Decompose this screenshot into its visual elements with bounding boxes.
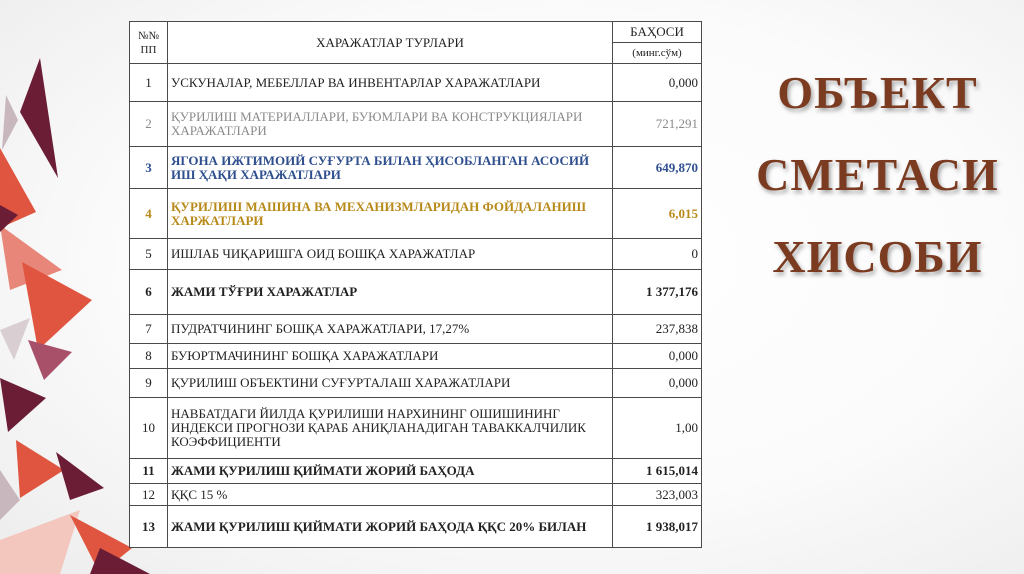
triangle-shape <box>16 440 64 498</box>
row-number: 1 <box>130 64 168 102</box>
table-row <box>130 239 702 270</box>
table-row <box>130 64 702 102</box>
header-num-line2: ПП <box>140 43 157 56</box>
row-number: 2 <box>130 102 168 147</box>
triangle-shape <box>22 262 92 350</box>
row-number: 7 <box>130 315 168 344</box>
table-row <box>130 270 702 315</box>
table-row <box>130 102 702 147</box>
row-number: 6 <box>130 270 168 315</box>
table-row <box>130 369 702 398</box>
row-value: 1 938,017 <box>613 506 702 548</box>
table-row <box>130 344 702 369</box>
row-value: 237,838 <box>613 315 702 344</box>
row-value: 1 377,176 <box>613 270 702 315</box>
triangle-shape <box>20 58 58 178</box>
row-value: 721,291 <box>613 102 702 147</box>
triangle-shape <box>0 318 30 360</box>
triangle-shape <box>28 340 72 380</box>
header-unit-cell: (минг.сўм) <box>613 43 702 64</box>
title-line: ХИСОБИ <box>772 231 983 282</box>
triangle-shape <box>2 95 18 150</box>
triangle-shape <box>0 510 80 574</box>
triangle-shape <box>0 470 20 520</box>
row-number: 10 <box>130 398 168 459</box>
row-name: ҚУРИЛИШ ОБЪЕКТИНИ СУҒУРТАЛАШ ХАРАЖАТЛАРИ <box>168 369 613 398</box>
table-row <box>130 189 702 239</box>
header-row <box>130 22 702 43</box>
row-name: ҚҚС 15 % <box>168 484 613 506</box>
table-row <box>130 147 702 189</box>
title-line: СМЕТАСИ <box>756 149 999 200</box>
row-name: ҚУРИЛИШ МАТЕРИАЛЛАРИ, БУЮМЛАРИ ВА КОНСТРУКЦИЯЛАРИ ХАРАЖАТЛАРИ <box>168 102 613 147</box>
triangle-shape <box>0 378 46 432</box>
table-row <box>130 315 702 344</box>
triangle-shape <box>56 452 104 500</box>
header-num-line1: №№ <box>138 29 159 42</box>
row-name: ҚУРИЛИШ МАШИНА ВА МЕХАНИЗМЛАРИДАН ФОЙДАЛАНИШ ХАРЖАТЛАРИ <box>168 189 613 239</box>
row-number: 5 <box>130 239 168 270</box>
row-number: 8 <box>130 344 168 369</box>
row-value: 0,000 <box>613 64 702 102</box>
header-num-cell <box>130 22 168 64</box>
row-value: 323,003 <box>613 484 702 506</box>
table-row <box>130 398 702 459</box>
row-value: 649,870 <box>613 147 702 189</box>
row-value: 0 <box>613 239 702 270</box>
estimate-table <box>129 21 702 548</box>
row-value: 0,000 <box>613 344 702 369</box>
row-name: ЯГОНА ИЖТИМОИЙ СУҒУРТА БИЛАН ҲИСОБЛАНГАН АСОСИЙ ИШ ҲАҚИ ХАРАЖАТЛАРИ <box>168 147 613 189</box>
table-row <box>130 484 702 506</box>
row-number: 4 <box>130 189 168 239</box>
row-name: ИШЛАБ ЧИҚАРИШГА ОИД БОШҚА ХАРАЖАТЛАР <box>168 239 613 270</box>
slide-title <box>745 52 1010 298</box>
row-value: 0,000 <box>613 369 702 398</box>
row-name: ЖАМИ ТЎҒРИ ХАРАЖАТЛАР <box>168 270 613 315</box>
row-name: ЖАМИ ҚУРИЛИШ ҚИЙМАТИ ЖОРИЙ БАҲОДА ҚҚС 20% БИЛАН <box>168 506 613 548</box>
row-number: 9 <box>130 369 168 398</box>
title-line: ОБЪЕКТ <box>777 67 978 118</box>
row-value: 6,015 <box>613 189 702 239</box>
row-value: 1 615,014 <box>613 459 702 484</box>
table-body <box>130 22 702 548</box>
row-number: 3 <box>130 147 168 189</box>
row-name: ЖАМИ ҚУРИЛИШ ҚИЙМАТИ ЖОРИЙ БАҲОДА <box>168 459 613 484</box>
table-row <box>130 506 702 548</box>
row-name: ПУДРАТЧИНИНГ БОШҚА ХАРАЖАТЛАРИ, 17,27% <box>168 315 613 344</box>
header-value-cell: БАҲОСИ <box>613 22 702 43</box>
row-value: 1,00 <box>613 398 702 459</box>
row-name: БУЮРТМАЧИНИНГ БОШҚА ХАРАЖАТЛАРИ <box>168 344 613 369</box>
row-number: 13 <box>130 506 168 548</box>
header-name-cell: ХАРАЖАТЛАР ТУРЛАРИ <box>168 22 613 64</box>
row-name: НАВБАТДАГИ ЙИЛДА ҚУРИЛИШИ НАРХИНИНГ ОШИШИНИНГ ИНДЕКСИ ПРОГНОЗИ ҚАРАБ АНИҚЛАНАДИГАН ТАВАККАЛЧИЛИК КОЭФФИЦИЕНТИ <box>168 398 613 459</box>
row-number: 11 <box>130 459 168 484</box>
table-row <box>130 459 702 484</box>
row-name: УСКУНАЛАР, МЕБЕЛЛАР ВА ИНВЕНТАРЛАР ХАРАЖАТЛАРИ <box>168 64 613 102</box>
row-number: 12 <box>130 484 168 506</box>
